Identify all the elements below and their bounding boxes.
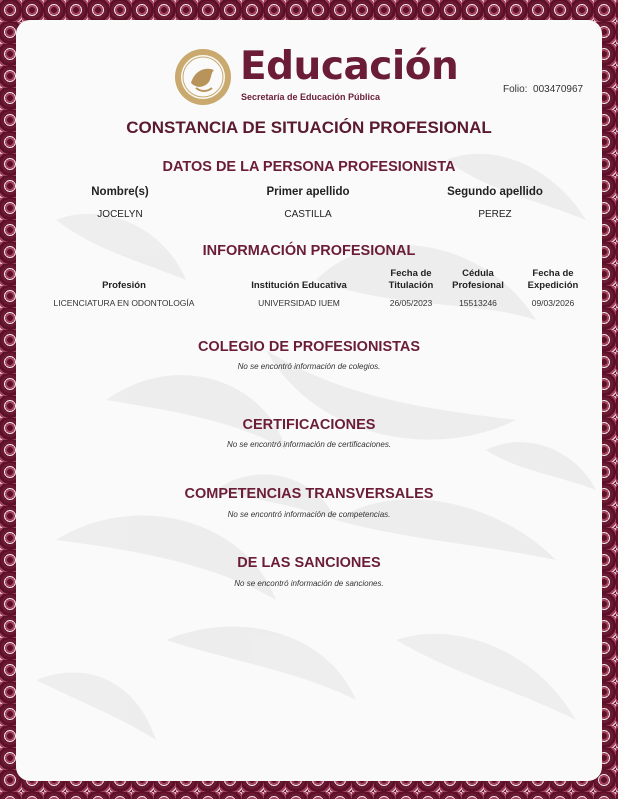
header-cedula-line2: Profesional [452, 280, 504, 291]
colegio-note: No se encontró información de colegios. [237, 362, 381, 371]
header-fecha-expedicion-line1: Fecha de [532, 268, 574, 279]
header-fecha-expedicion [516, 268, 590, 292]
competencias-section-title: COMPETENCIAS TRANSVERSALES [184, 486, 434, 502]
header-fecha-titulacion [380, 268, 442, 292]
brand-subtitle: Secretaría de Educación Pública [241, 92, 381, 102]
folio-label: Folio: [503, 84, 528, 95]
professional-section-title: INFORMACIÓN PROFESIONAL [202, 243, 416, 259]
value-nombre: JOCELYN [97, 209, 143, 220]
value-institucion: UNIVERSIDAD IUEM [258, 298, 340, 308]
header-segundo-apellido: Segundo apellido [447, 186, 543, 198]
value-fecha-titulacion: 26/05/2023 [389, 298, 433, 308]
header-primer-apellido: Primer apellido [266, 186, 350, 198]
personal-section-title: DATOS DE LA PERSONA PROFESIONISTA [162, 159, 456, 175]
folio [503, 84, 583, 95]
folio-value: 003470967 [533, 84, 584, 95]
header-fecha-titulacion-line2: Titulación [388, 280, 434, 291]
brand-name: Educación [240, 44, 459, 89]
sanciones-section-title: DE LAS SANCIONES [237, 555, 381, 571]
value-cedula: 15513246 [459, 298, 497, 308]
colegio-section-title: COLEGIO DE PROFESIONISTAS [197, 339, 421, 355]
header-fecha-expedicion-line2: Expedición [527, 280, 579, 291]
value-segundo-apellido: PEREZ [478, 209, 512, 220]
competencias-note: No se encontró información de competencias. [227, 510, 391, 519]
value-fecha-expedicion: 09/03/2026 [531, 298, 575, 308]
certificaciones-note: No se encontró información de certificaciones. [226, 440, 392, 449]
header-nombre: Nombre(s) [91, 186, 149, 198]
header-profesion: Profesión [102, 280, 146, 291]
sanciones-note: No se encontró información de sanciones. [234, 579, 384, 588]
document-title: CONSTANCIA DE SITUACIÓN PROFESIONAL [126, 118, 492, 137]
document-page [16, 20, 602, 781]
value-profesion: LICENCIATURA EN ODONTOLOGÍA [53, 298, 195, 308]
value-primer-apellido: CASTILLA [284, 209, 332, 220]
certificaciones-section-title: CERTIFICACIONES [242, 417, 376, 433]
national-seal-icon [174, 48, 232, 106]
header-cedula-line1: Cédula [462, 268, 494, 279]
header-institucion: Institución Educativa [251, 280, 347, 291]
header-fecha-titulacion-line1: Fecha de [390, 268, 432, 279]
header-cedula [446, 268, 510, 292]
